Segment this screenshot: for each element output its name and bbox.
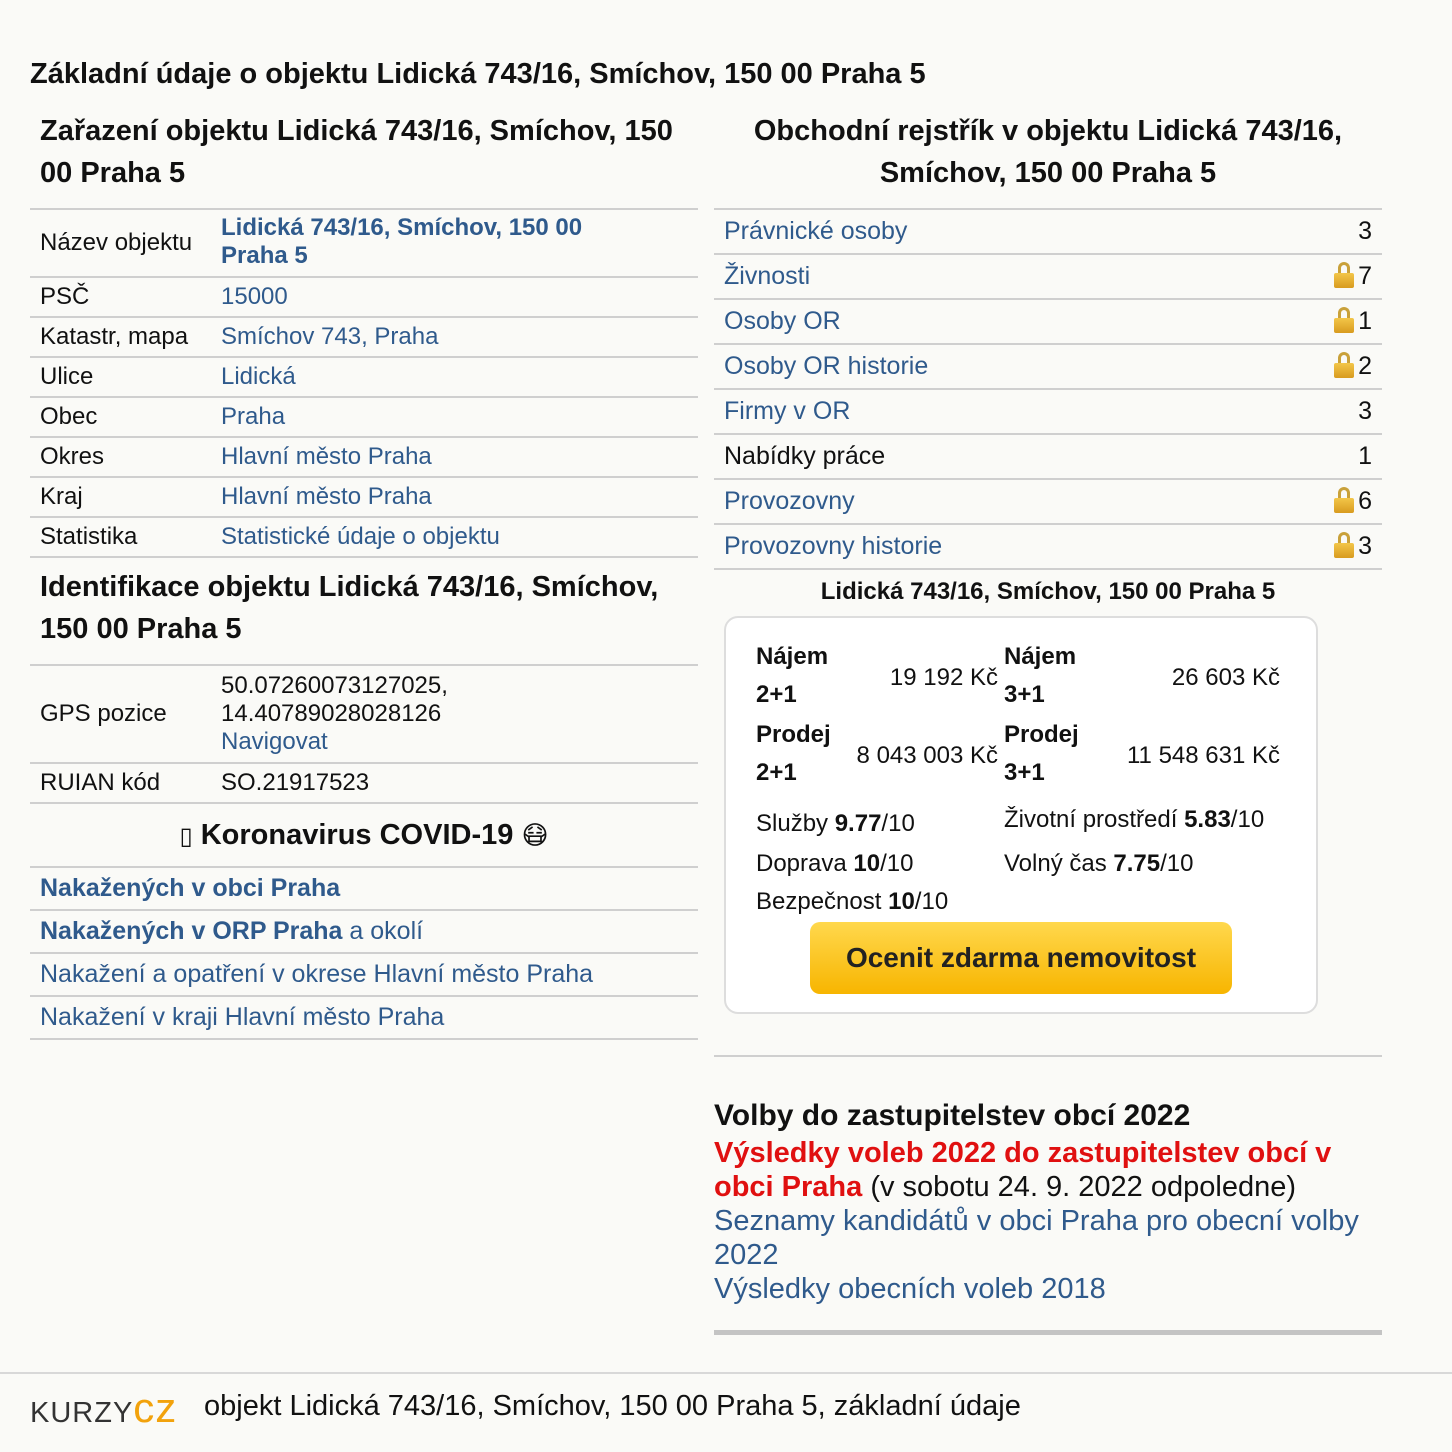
table-row xyxy=(714,389,1382,434)
results-2022-link[interactable]: Výsledky voleb 2022 do zastupitelstev obcí v obci Praha xyxy=(714,1137,1332,1203)
rent-21-value: 19 192 Kč xyxy=(889,664,998,691)
registry-link-persons-or-history[interactable]: Osoby OR historie xyxy=(724,352,929,380)
rent-21-label: Nájem 2+1 xyxy=(756,643,829,708)
registry-link-legal-entities[interactable]: Právnické osoby xyxy=(724,217,908,245)
ruian-label: RUIAN kód xyxy=(30,763,211,803)
row-label: Okres xyxy=(30,437,211,477)
covid-list xyxy=(30,866,698,1040)
psc-link[interactable]: 15000 xyxy=(221,283,288,310)
registry-count: 3 xyxy=(1358,532,1372,560)
table-row xyxy=(714,479,1382,524)
estimate-box xyxy=(724,616,1318,1014)
transport-score: Doprava 10/10 xyxy=(756,850,914,877)
table-row xyxy=(30,209,698,277)
candidates-link[interactable]: Seznamy kandidátů v obci Praha pro obecní volby 2022 xyxy=(714,1205,1359,1271)
box-icon: ▯ xyxy=(179,822,193,850)
table-row xyxy=(714,434,1382,479)
registry-link-premises-history[interactable]: Provozovny historie xyxy=(724,532,943,560)
lock-icon xyxy=(1334,307,1354,333)
face-mask-icon: 😷 xyxy=(521,821,549,851)
covid-municipality-link[interactable]: Nakažených v obci Praha xyxy=(40,874,341,902)
registry-label-jobs: Nabídky práce xyxy=(724,442,886,470)
list-item xyxy=(30,952,698,995)
ruian-value: SO.21917523 xyxy=(211,763,698,803)
registry-count: 3 xyxy=(1358,217,1372,245)
services-score: Služby 9.77/10 xyxy=(756,810,915,837)
leisure-score: Volný čas 7.75/10 xyxy=(1004,850,1194,877)
rent-31-label: Nájem 3+1 xyxy=(1004,643,1077,708)
sale-21-value: 8 043 003 Kč xyxy=(856,742,998,769)
lock-icon xyxy=(1334,532,1354,558)
registry-count: 2 xyxy=(1358,352,1372,380)
registry-count: 3 xyxy=(1358,397,1372,425)
sale-31-value: 11 548 631 Kč xyxy=(1126,742,1280,769)
footer-text: objekt Lidická 743/16, Smíchov, 150 00 Praha 5, základní údaje xyxy=(204,1390,1021,1422)
table-row xyxy=(714,254,1382,299)
registry-link-companies[interactable]: Firmy v OR xyxy=(724,397,851,425)
table-row xyxy=(714,299,1382,344)
sale-21-label: Prodej 2+1 xyxy=(756,721,831,786)
list-item xyxy=(30,995,698,1038)
value-property-button[interactable]: Ocenit zdarma nemovitost xyxy=(810,922,1232,994)
district-link[interactable]: Hlavní město Praha xyxy=(221,443,432,470)
region-link[interactable]: Hlavní město Praha xyxy=(221,483,432,510)
statistics-link[interactable]: Statistické údaje o objektu xyxy=(221,523,500,550)
kurzy-logo[interactable]: kurzycz xyxy=(30,1384,178,1431)
municipality-link[interactable]: Praha xyxy=(221,403,286,430)
table-row xyxy=(30,397,698,437)
table-row xyxy=(30,665,698,763)
row-label: Název objektu xyxy=(30,209,211,277)
row-label: PSČ xyxy=(30,277,211,317)
object-name-link[interactable]: Lidická 743/16, Smíchov, 150 00 Praha 5 xyxy=(221,214,583,269)
identification-title: Identifikace objektu Lidická 743/16, Smíchov, 150 00 Praha 5 xyxy=(40,571,659,645)
covid-district-link[interactable]: Nakažení a opatření v okrese Hlavní město Praha xyxy=(40,960,594,988)
covid-region-link[interactable]: Nakažení v kraji Hlavní město Praha xyxy=(40,1003,445,1031)
footer xyxy=(0,1372,1452,1452)
table-row xyxy=(30,317,698,357)
table-row xyxy=(30,763,698,803)
registry-count: 7 xyxy=(1358,262,1372,290)
lock-icon xyxy=(1334,487,1354,513)
registry-link-premises[interactable]: Provozovny xyxy=(724,487,855,515)
estimate-title: Lidická 743/16, Smíchov, 150 00 Praha 5 xyxy=(820,578,1276,605)
registry-table xyxy=(714,208,1382,570)
covid-orp-tail: a okolí xyxy=(342,917,424,945)
table-row xyxy=(714,344,1382,389)
lock-icon xyxy=(1334,352,1354,378)
sale-31-label: Prodej 3+1 xyxy=(1004,721,1079,786)
left-column xyxy=(30,110,698,1040)
registry-count: 6 xyxy=(1358,487,1372,515)
table-row xyxy=(714,209,1382,254)
safety-score: Bezpečnost 10/10 xyxy=(756,888,949,915)
classification-title: Zařazení objektu Lidická 743/16, Smíchov, 150 00 Praha 5 xyxy=(40,115,673,189)
table-row xyxy=(714,524,1382,569)
list-item xyxy=(30,866,698,909)
table-row xyxy=(30,477,698,517)
cadastre-map-link[interactable]: Smíchov 743, Praha xyxy=(221,323,439,350)
registry-title: Obchodní rejstřík v objektu Lidická 743/16, Smíchov, 150 00 Praha 5 xyxy=(753,115,1343,189)
rent-31-value: 26 603 Kč xyxy=(1171,664,1280,691)
results-2018-link[interactable]: Výsledky obecních voleb 2018 xyxy=(714,1273,1106,1305)
right-column xyxy=(714,110,1382,1014)
navigate-link[interactable]: Navigovat xyxy=(221,728,328,755)
row-label: Kraj xyxy=(30,477,211,517)
table-row xyxy=(30,357,698,397)
results-note: (v sobotu 24. 9. 2022 odpoledne) xyxy=(862,1171,1296,1203)
registry-count: 1 xyxy=(1358,442,1372,470)
environment-score: Životní prostředí 5.83/10 xyxy=(1004,806,1265,833)
elections-section xyxy=(714,1096,1384,1306)
row-label: Katastr, mapa xyxy=(30,317,211,357)
covid-orp-link[interactable]: Nakažených v ORP Praha xyxy=(40,917,343,945)
row-label: Obec xyxy=(30,397,211,437)
registry-count: 1 xyxy=(1358,307,1372,335)
registry-link-persons-or[interactable]: Osoby OR xyxy=(724,307,841,335)
covid-title-text: Koronavirus COVID-19 xyxy=(200,819,514,851)
covid-title xyxy=(30,804,698,866)
divider xyxy=(714,1330,1382,1335)
elections-results xyxy=(714,1136,1384,1204)
classification-table xyxy=(30,208,698,558)
gps-label: GPS pozice xyxy=(30,665,211,763)
gps-value: 50.07260073127025, 14.40789028028126 xyxy=(221,672,448,727)
page-title: Základní údaje o objektu Lidická 743/16, Smíchov, 150 00 Praha 5 xyxy=(30,58,926,90)
row-label: Statistika xyxy=(30,517,211,557)
row-label: Ulice xyxy=(30,357,211,397)
registry-link-trades[interactable]: Živnosti xyxy=(724,262,811,290)
street-link[interactable]: Lidická xyxy=(221,363,296,390)
lock-icon xyxy=(1334,262,1354,288)
table-row xyxy=(30,277,698,317)
elections-title: Volby do zastupitelstev obcí 2022 xyxy=(714,1099,1191,1132)
list-item xyxy=(30,909,698,952)
divider xyxy=(714,1055,1382,1057)
table-row xyxy=(30,437,698,477)
table-row xyxy=(30,517,698,557)
identification-table xyxy=(30,664,698,804)
